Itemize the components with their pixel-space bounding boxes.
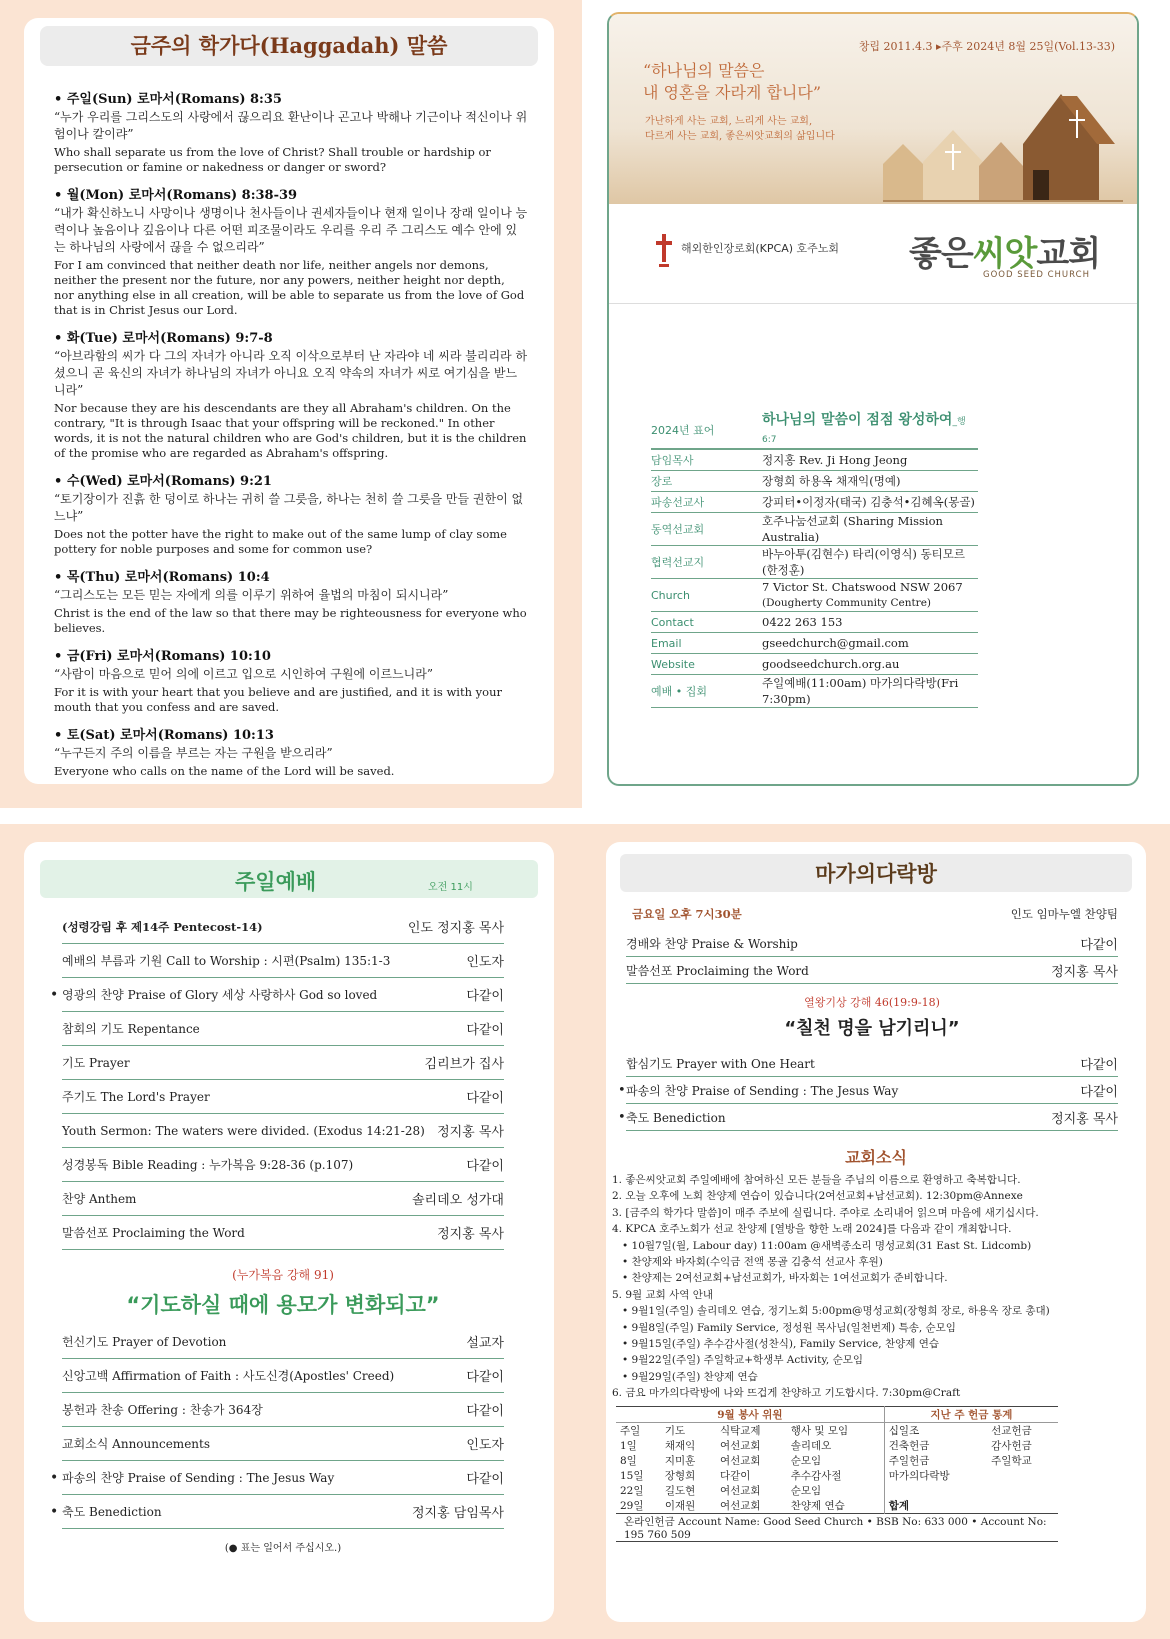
upper-room-reference: 열왕기상 강해 46(19:9-18) <box>804 996 940 1009</box>
news-item: • 9월29일(주일) 찬양제 연습 <box>622 1370 758 1383</box>
info-label: Website <box>651 657 695 671</box>
duty-cell: 솔리데오 <box>787 1438 885 1453</box>
news-item: • 9월15일(주일) 추수감사절(성찬식), Family Service, 찬양제 연습 <box>622 1338 940 1351</box>
haggadah-item-korean: “누구든지 주의 이름을 부르는 자는 구원을 받으리라” <box>54 746 333 760</box>
haggadah-item <box>54 88 528 175</box>
online-offering: 온라인헌금 Account Name: Good Seed Church • BSB No: 633 000 • Account No: 195 760 509 <box>616 1513 1058 1541</box>
order-leader: 다같이 <box>466 1370 504 1385</box>
upper-room-time-row <box>606 892 1146 922</box>
sermon-reference: (누가복음 강해 91) <box>232 1268 334 1282</box>
duty-cell: 이재원 <box>664 1499 696 1512</box>
info-label: 장로 <box>651 475 673 488</box>
order-item: Youth Sermon: The waters were divided. (Exodus 14:21-28) <box>62 1123 425 1138</box>
order-item: 주기도 The Lord's Prayer <box>62 1090 210 1104</box>
news-item: 2. 오늘 오후에 노회 찬양제 연습이 있습니다(2여선교회+남선교회). 12:30pm@Annexe <box>612 1190 1023 1203</box>
duty-cell: 여선교회 <box>720 1484 761 1497</box>
info-label: 파송선교사 <box>651 496 705 509</box>
duty-cell: 채재익 <box>664 1439 696 1452</box>
haggadah-item <box>54 470 528 557</box>
duty-cell: 22일 <box>620 1484 644 1497</box>
sheet-gap <box>0 808 1170 824</box>
order-leader: 정지홍 목사 <box>1051 1111 1118 1127</box>
haggadah-item-korean: “내가 확신하노니 사망이나 생명이나 천사들이나 권세자들이나 현재 일이나 장래 일이나 능력이나 높음이나 깊음이나 다른 어떤 피조물이라도 우리를 우리 주 그리스도 예수 안에 있는 하나님의 사랑에서 끊을 수 없으리라” <box>54 206 528 254</box>
duty-col-header: 십일조 <box>888 1424 920 1437</box>
order-leader: 다같이 <box>1080 1084 1118 1100</box>
info-value-line: 7 Victor St. Chatswood NSW 2067 <box>762 580 963 594</box>
duty-row <box>616 1483 1058 1498</box>
theme-label: 2024년 표어 <box>651 424 715 437</box>
order-row <box>62 1114 504 1148</box>
order-leader: 다같이 <box>466 1472 504 1487</box>
info-row <box>651 612 978 633</box>
order-leader: 다같이 <box>466 1091 504 1106</box>
order-item: 찬양 Anthem <box>62 1192 137 1206</box>
info-value-line: goodseedchurch.org.au <box>762 657 900 671</box>
haggadah-item-title: • 토(Sat) 로마서(Romans) 10:13 <box>54 728 274 743</box>
haggadah-panel <box>24 18 554 784</box>
cover-frame <box>607 12 1139 786</box>
info-label: Contact <box>651 615 694 629</box>
duty-cell: 여선교회 <box>720 1454 761 1467</box>
duty-cell <box>987 1468 1058 1483</box>
upper-room-time: 금요일 오후 7시30분 <box>632 907 742 921</box>
info-value <box>762 675 978 707</box>
duty-header-row <box>616 1422 1058 1438</box>
upper-room-rows-2 <box>626 1050 1118 1131</box>
order-item: 경배와 찬양 Praise & Worship <box>626 936 798 951</box>
haggadah-item-english: Who shall separate us from the love of Christ? Shall trouble or hardship or persecution or famine or nakedness or danger or sword? <box>54 145 491 174</box>
duty-row <box>616 1468 1058 1483</box>
news-item: • 9월1일(주일) 솔리데오 연습, 정기노회 5:00pm@명성교회(장형희 장로, 하용옥 장로 총대) <box>622 1305 1050 1318</box>
news-item: 6. 금요 마가의다락방에 나와 뜨겁게 찬양하고 기도합시다. 7:30pm@Craft <box>612 1387 961 1400</box>
theme-text <box>762 412 978 448</box>
order-row <box>62 1216 504 1250</box>
duty-col-header: 주일 <box>620 1424 641 1437</box>
worship-rows-1 <box>62 944 504 1250</box>
info-row <box>651 546 978 579</box>
info-value-line: 장형희 하용옥 채재익(명예) <box>762 474 901 488</box>
church-logo-english: GOOD SEED CHURCH <box>983 270 1090 280</box>
news-item: • 찬양제와 바자회(수익금 전액 몽골 김충석 선교사 후원) <box>622 1256 883 1269</box>
info-value <box>762 579 978 611</box>
worship-title: 주일예배 <box>235 870 317 894</box>
info-value-line: 바누아투(김현수) 타리(이영식) 동티모르(한정훈) <box>762 547 965 577</box>
duty-cell: 29일 <box>620 1499 644 1512</box>
worship-top-row <box>62 910 504 944</box>
order-row <box>62 1427 504 1461</box>
order-leader: 정지홍 목사 <box>437 1227 504 1242</box>
order-row <box>62 978 504 1012</box>
news-item: 4. KPCA 호주노회가 선교 찬양제 [열방을 향한 노래 2024]를 다음과 같이 개최합니다. <box>612 1223 1012 1236</box>
haggadah-item-english: Everyone who calls on the name of the Lord will be saved. <box>54 764 395 778</box>
order-row <box>62 1080 504 1114</box>
order-row <box>62 1393 504 1427</box>
info-row <box>651 633 978 654</box>
order-row <box>62 1046 504 1080</box>
haggadah-item-title: • 주일(Sun) 로마서(Romans) 8:35 <box>54 92 282 107</box>
duty-cell <box>987 1483 1058 1498</box>
info-value-line: gseedchurch@gmail.com <box>762 636 909 650</box>
order-row <box>626 930 1118 957</box>
duty-cell: 1일 <box>620 1439 637 1452</box>
info-label: Church <box>651 588 690 602</box>
theme-ref: _행 6:7 <box>762 417 966 445</box>
church-info <box>651 412 978 708</box>
order-leader: 솔리데오 성가대 <box>411 1193 504 1208</box>
news-item: • 9월8일(주일) Family Service, 정성원 목사님(일천번제) 특송, 순모임 <box>622 1321 956 1334</box>
cover-photo <box>609 14 1137 204</box>
order-row <box>62 1325 504 1359</box>
upper-room-order <box>606 922 1146 1131</box>
order-leader: 정지홍 담임목사 <box>411 1506 504 1521</box>
haggadah-item-english: For it is with your heart that you believe and are justified, and it is with your mouth that you confess and are saved. <box>54 685 502 714</box>
order-row <box>626 1050 1118 1077</box>
order-leader: 정지홍 목사 <box>437 1125 504 1140</box>
info-value-line: 호주나눔선교회 (Sharing Mission Australia) <box>762 514 943 544</box>
duty-table <box>616 1406 1058 1542</box>
news-item: • 9월22일(주일) 주일학교+학생부 Activity, 순모임 <box>622 1354 864 1367</box>
cover-quote <box>643 60 821 104</box>
order-row <box>62 1012 504 1046</box>
info-value-line: 정지홍 Rev. Ji Hong Jeong <box>762 453 908 467</box>
haggadah-item <box>54 645 528 715</box>
upper-room-sermon-title: “칠천 명을 남기리니” <box>784 1018 960 1039</box>
cover-subtitle <box>645 114 835 144</box>
sermon-title: “기도하실 때에 용모가 변화되고” <box>126 1293 440 1317</box>
info-row <box>651 471 978 492</box>
duty-head-right: 지난 주 헌금 통계 <box>884 1406 1058 1422</box>
upper-room-rows-1 <box>626 930 1118 984</box>
order-leader: 인도자 <box>466 955 504 970</box>
info-row <box>651 579 978 612</box>
kpca-label: 해외한인장로회(KPCA) 호주노회 <box>681 242 840 255</box>
info-label: 동역선교회 <box>651 523 705 536</box>
duty-cell: 순모임 <box>787 1453 885 1468</box>
order-item: • 파송의 찬양 Praise of Sending : The Jesus Way <box>626 1083 899 1098</box>
info-value <box>762 494 978 510</box>
info-row <box>651 654 978 675</box>
order-item: • 축도 Benediction <box>62 1505 162 1519</box>
order-item: 교회소식 Announcements <box>62 1437 210 1451</box>
duty-cell: 추수감사절 <box>787 1468 885 1483</box>
order-row <box>62 1495 504 1529</box>
duty-cell: 합계 <box>888 1499 910 1512</box>
order-leader: 다같이 <box>466 1159 504 1174</box>
news-title: 교회소식 <box>845 1148 907 1167</box>
news-item: 3. [금주의 학가다 말씀]이 매주 주보에 실립니다. 주야로 소리내어 읽으며 마음에 새기십시다. <box>612 1206 1039 1219</box>
haggadah-item-korean: “아브라함의 씨가 다 그의 자녀가 아니라 오직 이삭으로부터 난 자라야 네 씨라 불리리라 하셨으니 곧 육신의 자녀가 하나님의 자녀가 아니요 오직 약속의 자녀가 씨로 여기심을 받느니라” <box>54 349 528 397</box>
duty-body <box>616 1422 1058 1513</box>
info-value-line: 주일예배(11:00am) 마가의다락방(Fri 7:30pm) <box>762 676 959 706</box>
order-row <box>62 1359 504 1393</box>
order-leader: 다같이 <box>466 989 504 1004</box>
order-item: 참회의 기도 Repentance <box>62 1022 200 1036</box>
duty-cell: 장형희 <box>664 1469 696 1482</box>
info-value-line: 0422 263 153 <box>762 615 843 629</box>
order-row <box>626 1077 1118 1104</box>
worship-time: 오전 11시 <box>428 882 473 893</box>
order-leader: 설교자 <box>466 1336 504 1351</box>
duty-cell: 지미훈 <box>664 1454 696 1467</box>
duty-row <box>616 1438 1058 1453</box>
order-leader: 다같이 <box>1080 1057 1118 1073</box>
info-value <box>762 656 978 672</box>
order-item: 기도 Prayer <box>62 1056 130 1070</box>
info-value <box>762 513 978 545</box>
kpca-cross-icon <box>653 234 675 270</box>
duty-cell: 여선교회 <box>720 1439 761 1452</box>
info-rows <box>651 450 978 708</box>
haggadah-item-english: Does not the potter have the right to make out of the same lump of clay some pottery for noble purposes and some for common use? <box>54 527 507 556</box>
haggadah-item <box>54 327 528 461</box>
news-item: 5. 9월 교회 사역 안내 <box>612 1288 714 1301</box>
order-leader: 다같이 <box>466 1023 504 1038</box>
order-leader: 정지홍 목사 <box>1051 964 1118 980</box>
order-item: 합심기도 Prayer with One Heart <box>626 1056 815 1071</box>
order-row <box>626 1104 1118 1131</box>
order-item: 신앙고백 Affirmation of Faith : 사도신경(Apostles' Creed) <box>62 1369 395 1383</box>
leader-label: 인도 정지홍 목사 <box>407 921 504 936</box>
quote-line-2: 내 영혼을 자라게 합니다” <box>643 83 821 102</box>
duty-cell <box>884 1483 987 1498</box>
haggadah-item <box>54 184 528 318</box>
info-value <box>762 635 978 651</box>
haggadah-item-english: For I am convinced that neither death nor life, neither angels nor demons, neither the present nor the future, nor any powers, neither height nor depth, nor anything else in all creation, will be able to separate us from the love of God that is in Christ Jesus our Lord. <box>54 258 525 317</box>
church-logo <box>909 226 1100 275</box>
logo-part-c: 교회 <box>1036 234 1101 274</box>
order-leader: 인도자 <box>466 1438 504 1453</box>
duty-cell: 15일 <box>620 1469 644 1482</box>
info-value <box>762 546 978 578</box>
worship-header <box>40 860 538 898</box>
info-label: 예배 • 집회 <box>651 685 707 698</box>
info-row <box>651 513 978 546</box>
quote-line-1: “하나님의 말씀은 <box>643 61 765 80</box>
haggadah-item <box>54 724 528 779</box>
sub-line-1: 가난하게 사는 교회, 느리게 사는 교회, <box>645 116 813 127</box>
info-value-line: 강피터•이정자(태국) 김충석•김혜옥(몽골) <box>762 495 975 509</box>
logo-part-b: 씨앗 <box>972 234 1037 274</box>
info-row <box>651 450 978 471</box>
news-item: 1. 좋은씨앗교회 주일예배에 참여하신 모든 분들을 주님의 이름으로 환영하고 축복합니다. <box>612 1174 1021 1186</box>
duty-cell: 감사헌금 <box>991 1439 1032 1452</box>
info-label: 협력선교지 <box>651 556 705 569</box>
duty-cell: 주일헌금 <box>888 1454 930 1467</box>
order-item: 예배의 부름과 기원 Call to Worship : 시편(Psalm) 135:1-3 <box>62 954 391 968</box>
standing-note: (● 표는 일어서 주십시오.) <box>224 1543 342 1554</box>
order-item: 성경봉독 Bible Reading : 누가복음 9:28-36 (p.107) <box>62 1158 354 1172</box>
duty-cell: 주일학교 <box>991 1454 1032 1467</box>
upper-room-title: 마가의다락방 <box>620 854 1132 892</box>
order-item: 헌신기도 Prayer of Devotion <box>62 1335 227 1349</box>
duty-cell: 마가의다락방 <box>888 1469 950 1482</box>
haggadah-item-title: • 금(Fri) 로마서(Romans) 10:10 <box>54 649 271 664</box>
haggadah-item-korean: “그리스도는 모든 믿는 자에게 의를 이루기 위하여 율법의 마침이 되시니라” <box>54 588 449 602</box>
news-item: • 찬양제는 2여선교회+남선교회가, 바자회는 1여선교회가 준비합니다. <box>622 1272 948 1285</box>
news-item: • 10월7일(월, Labour day) 11:00am @새벽종소리 명성교회(31 East St. Lidcomb) <box>622 1239 1032 1252</box>
order-row <box>62 1182 504 1216</box>
info-value-line-2: (Dougherty Community Centre) <box>762 597 932 609</box>
duty-col-header: 기도 <box>664 1424 686 1437</box>
haggadah-item-title: • 화(Tue) 로마서(Romans) 9:7-8 <box>54 331 273 346</box>
duty-cell: 순모임 <box>787 1483 885 1498</box>
info-value <box>762 614 978 630</box>
haggadah-item-title: • 월(Mon) 로마서(Romans) 8:38-39 <box>54 188 298 203</box>
season-label: (성령강림 후 제14주 Pentecost-14) <box>62 919 263 934</box>
upper-room-leader: 인도 임마누엘 찬양팀 <box>1010 907 1118 921</box>
order-item: • 축도 Benediction <box>626 1110 726 1125</box>
info-label: 담임목사 <box>651 454 694 467</box>
cover-panel <box>582 0 1170 808</box>
info-label: Email <box>651 636 682 650</box>
wooden-houses-icon <box>883 74 1123 202</box>
duty-col-header: 식탁교제 <box>720 1424 761 1437</box>
info-value <box>762 473 978 489</box>
worship-order <box>24 898 504 1554</box>
theme-main: 하나님의 말씀이 점점 왕성하여 <box>762 412 953 428</box>
order-leader: 김리브가 집사 <box>424 1057 504 1072</box>
info-row <box>651 492 978 513</box>
worship-panel <box>24 842 554 1622</box>
duty-cell: 건축헌금 <box>888 1439 930 1452</box>
duty-cell: 8일 <box>620 1454 637 1467</box>
order-item: 봉헌과 찬송 Offering : 찬송가 364장 <box>62 1403 263 1417</box>
info-value <box>762 452 978 468</box>
duty-cell: 다같이 <box>720 1469 751 1482</box>
order-leader: 다같이 <box>1080 937 1118 953</box>
order-item: • 파송의 찬양 Praise of Sending : The Jesus Way <box>62 1471 335 1485</box>
haggadah-title: 금주의 학가다(Haggadah) 말씀 <box>40 26 538 66</box>
duty-row <box>616 1498 1058 1514</box>
haggadah-item-korean: “토기장이가 진흙 한 덩이로 하나는 귀히 쓸 그릇을, 하나는 천히 쓸 그릇을 만들 권한이 없느냐” <box>54 492 524 523</box>
volume-label: 창립 2011.4.3 ▸주후 2024년 8월 25일(Vol.13-33) <box>858 40 1115 53</box>
order-item: 말씀선포 Proclaiming the Word <box>626 963 809 978</box>
haggadah-item-english: Nor because they are his descendants are they all Abraham's children. On the contrary, "It is through Isaac that your offspring will be reckoned." In other words, it is not the natural children who are God's children, but it is the children of the promise who are regarded as Abraham's offspring. <box>54 401 527 460</box>
haggadah-list <box>24 66 554 779</box>
duty-head-left: 9월 봉사 위원 <box>616 1406 884 1422</box>
haggadah-item <box>54 566 528 636</box>
news-list <box>606 1168 1146 1402</box>
haggadah-item-title: • 수(Wed) 로마서(Romans) 9:21 <box>54 474 272 489</box>
haggadah-item-title: • 목(Thu) 로마서(Romans) 10:4 <box>54 570 270 585</box>
order-item: • 영광의 찬양 Praise of Glory 세상 사랑하사 God so loved <box>62 988 378 1002</box>
order-item: 말씀선포 Proclaiming the Word <box>62 1226 245 1240</box>
logo-part-a: 좋은 <box>909 234 973 274</box>
worship-rows-2 <box>62 1325 504 1529</box>
info-row <box>651 675 978 708</box>
haggadah-item-english: Christ is the end of the law so that there may be righteousness for everyone who believes. <box>54 606 527 635</box>
haggadah-item-korean: “사람이 마음으로 믿어 의에 이르고 입으로 시인하여 구원에 이르느니라” <box>54 667 433 681</box>
upper-room-panel <box>606 842 1146 1622</box>
order-row <box>62 944 504 978</box>
order-leader: 다같이 <box>466 1404 504 1419</box>
duty-cell: 여선교회 <box>720 1499 761 1512</box>
order-row <box>62 1148 504 1182</box>
sub-line-2: 다르게 사는 교회, 좋은씨앗교회의 삶입니다 <box>645 131 835 142</box>
order-row <box>62 1461 504 1495</box>
order-row <box>626 957 1118 984</box>
haggadah-item-korean: “누가 우리를 그리스도의 사랑에서 끊으리요 환난이나 곤고나 박해나 기근이나 적신이나 위험이나 칼이랴” <box>54 110 528 141</box>
duty-col-header: 선교헌금 <box>991 1424 1032 1437</box>
duty-cell: 찬양제 연습 <box>787 1498 885 1514</box>
theme-row <box>651 412 978 450</box>
duty-cell <box>987 1498 1058 1514</box>
duty-col-header: 행사 및 모임 <box>787 1422 885 1438</box>
duty-row <box>616 1453 1058 1468</box>
duty-cell: 길도현 <box>664 1484 696 1497</box>
